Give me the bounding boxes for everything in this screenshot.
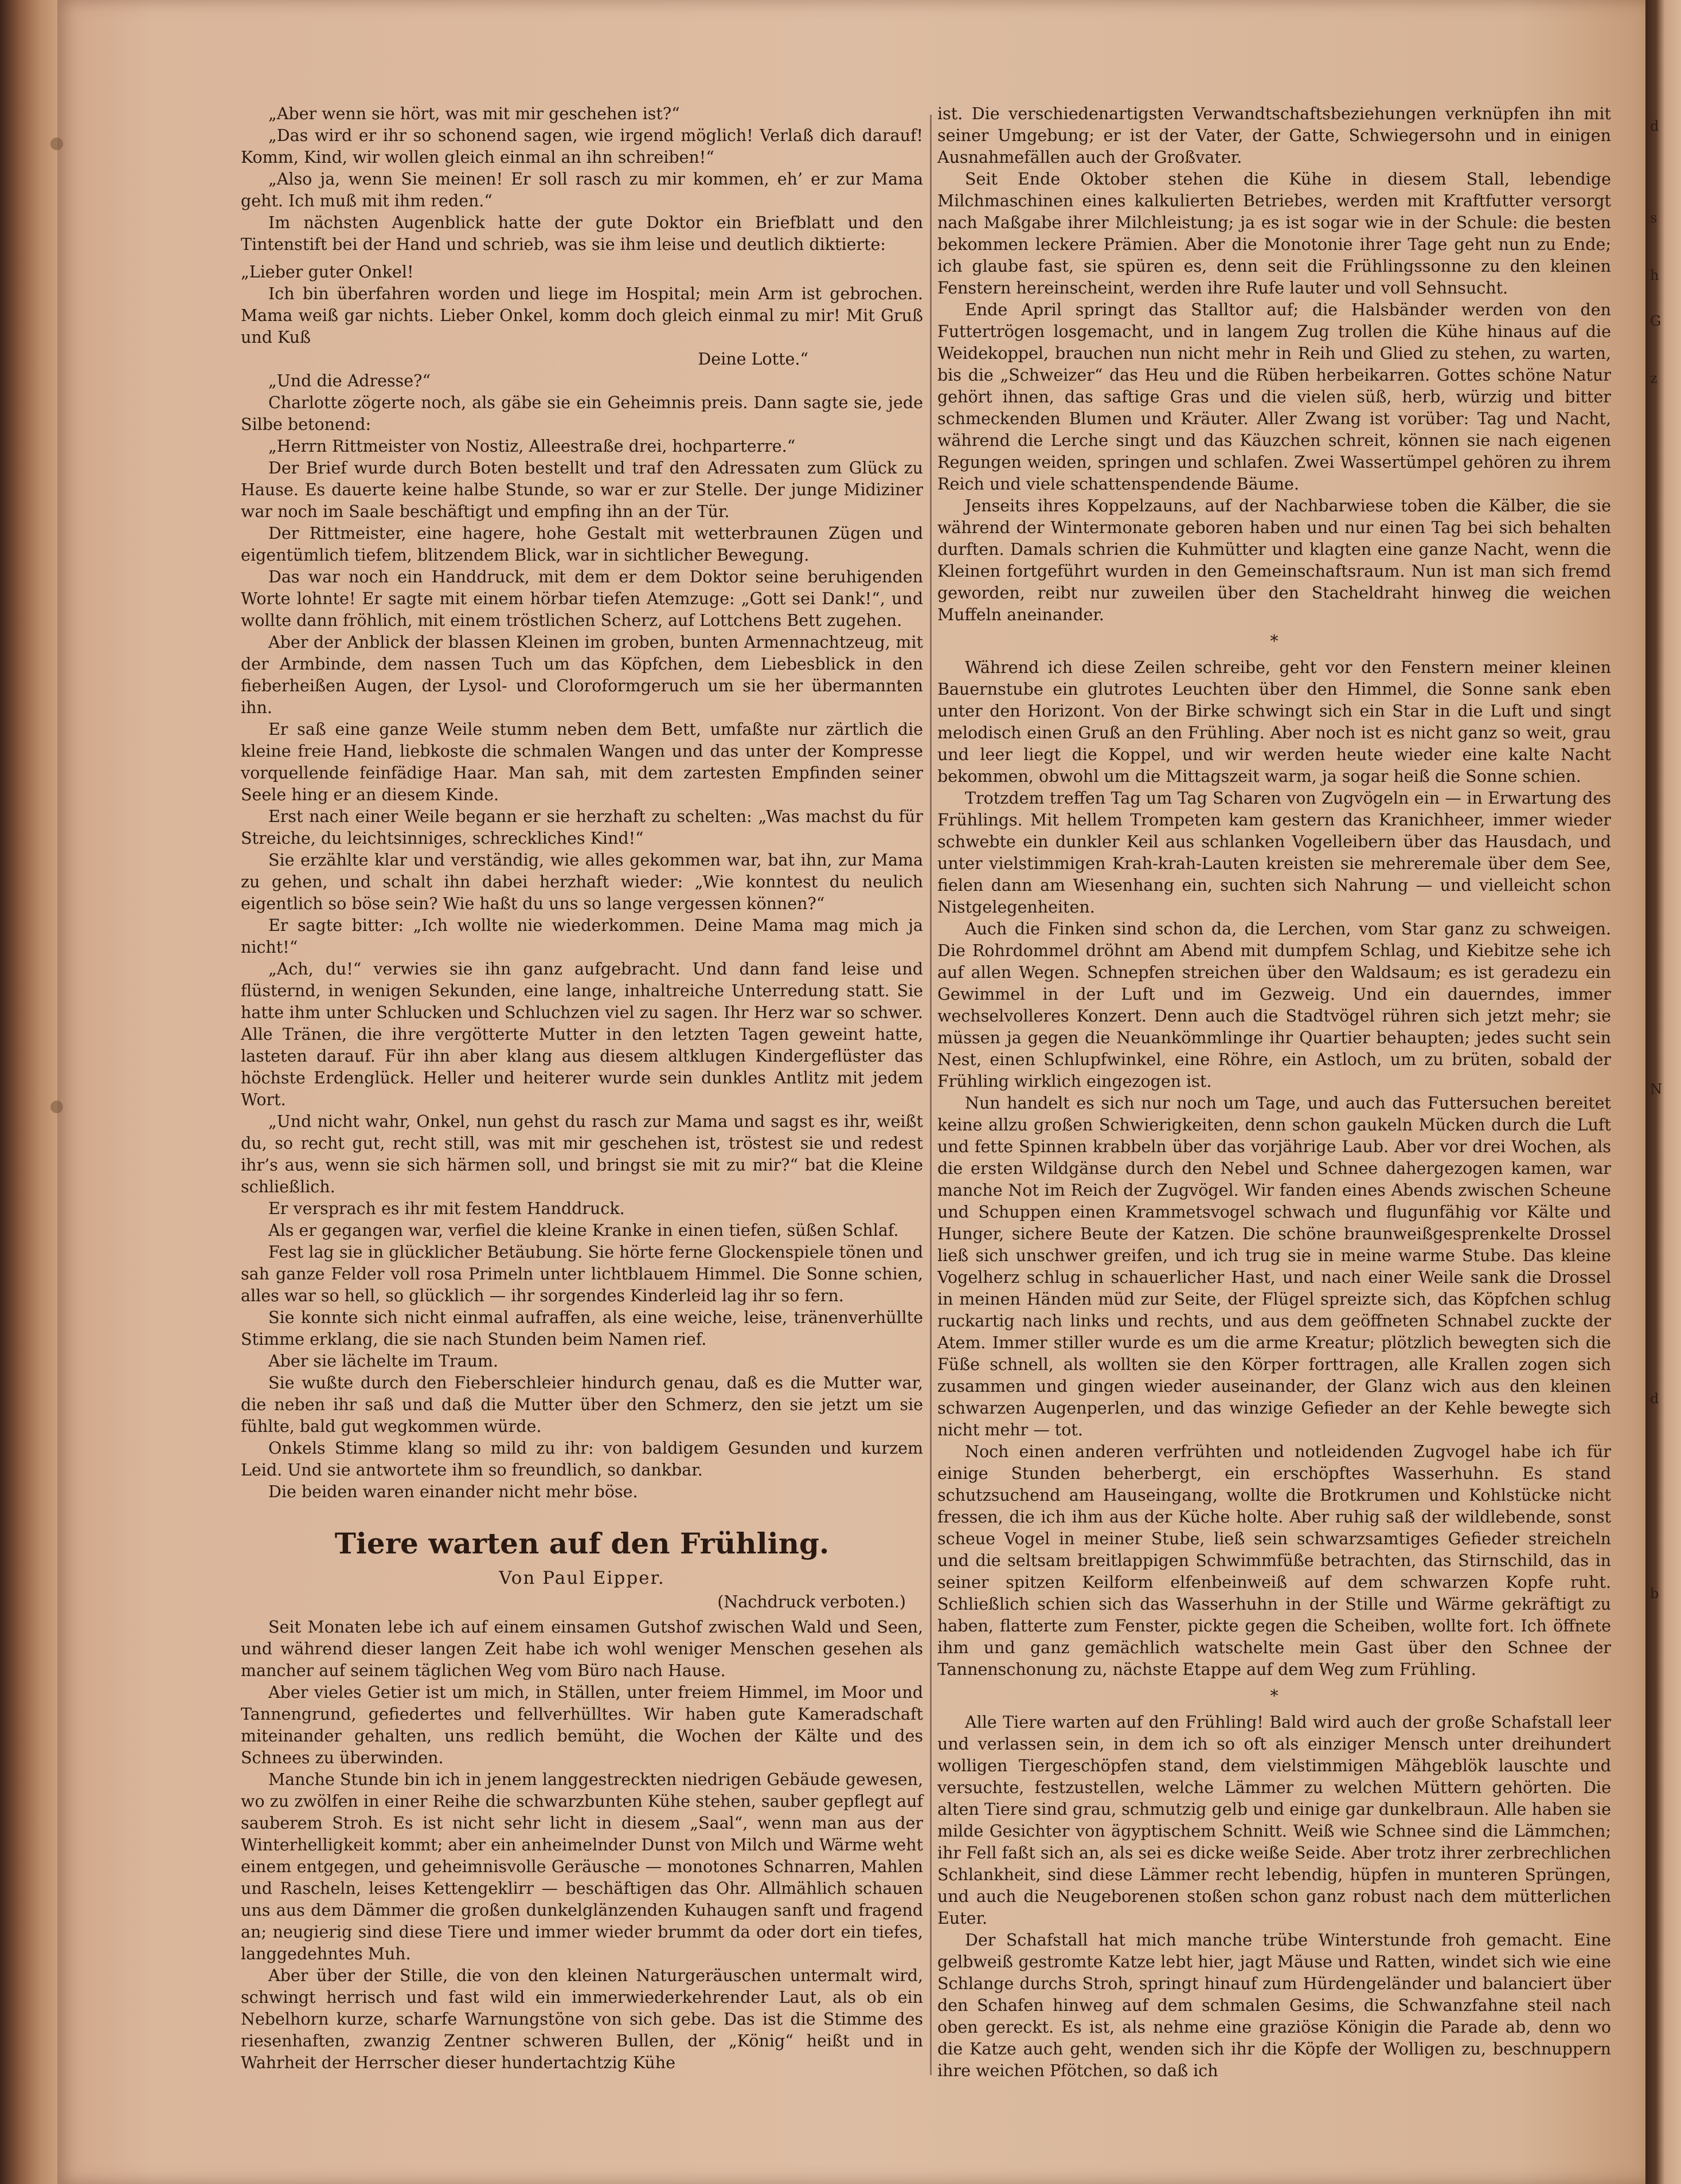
section-separator: *: [1270, 1686, 1279, 1705]
paragraph: Seit Monaten lebe ich auf einem einsamen Gutshof zwischen Wald und Seen, und während dieser langen Zeit habe ich wohl weniger Menschen gesehen als mancher auf seinem täglichen Weg vom Büro nach Hause.: [241, 1618, 923, 1680]
edge-fragment: s: [1650, 210, 1657, 226]
binding-hole: [50, 138, 63, 150]
paragraph: Seit Ende Oktober stehen die Kühe in diesem Stall, lebendige Milchmaschinen eines kalkulierten Betriebes, werden mit Kraftfutter versorgt nach Maßgabe ihrer Milchleistung; ja es ist sogar wie in der Schule: die besten bekommen leckere Prämien. Aber die Monotonie ihrer Tage geht nun zu Ende; ich glaube fast, sie spüren es, denn seit die Frühlingssonne zu den kleinen Fenstern hereinscheint, werden ihre Rufe lauter und voll Sehnsucht.: [937, 170, 1611, 298]
paragraph: Auch die Finken sind schon da, die Lerchen, vom Star ganz zu schweigen. Die Rohrdommel dröhnt am Abend mit dumpfem Schlag, und Kiebitze sehe ich auf allen Wegen. Schnepfen streichen über den Waldsaum; es ist geradezu ein Gewimmel in der Luft und im Gezweig. Und ein dauerndes, immer wechselvolleres Konzert. Denn auch die Stadtvögel rühren sich jetzt mehr; sie müssen ja gegen die Neuankömmlinge ihr Quartier behaupten; jedes sucht sein Nest, einen Schlupfwinkel, eine Röhre, ein Astloch, um zu brüten, sobald der Frühling wirklich eingezogen ist.: [937, 919, 1611, 1091]
paragraph: Das war noch ein Handdruck, mit dem er dem Doktor seine beruhigenden Worte lohnte! Er sagte mit einem hörbar tiefen Atemzuge: „Gott sei Dank!“, und wollte dann fröhlich, mit einem tröstlichen Scherz, auf Lottchens Bett zugehen.: [241, 567, 923, 630]
article-title: Tiere warten auf den Frühling.: [334, 1527, 830, 1560]
paragraph: „Und nicht wahr, Onkel, nun gehst du rasch zur Mama und sagst es ihr, weißt du, so recht gut, recht still, was mit mir geschehen ist, tröstest sie und redest ihr’s aus, wenn sie sich härmen soll, und bringst sie mit zu mir?“ bat die Kleine schließlich.: [241, 1112, 923, 1196]
paragraph: Aber der Anblick der blassen Kleinen im groben, bunten Armennachtzeug, mit der Armbinde, dem nassen Tuch um das Köpfchen, dem Liebesblick in den fieberheißen Augen, der Lysol- und Cloroformgeruch um sie her übermannten ihn.: [241, 633, 923, 717]
paragraph: Der Brief wurde durch Boten bestellt und traf den Adressaten zum Glück zu Hause. Es dauerte keine halbe Stunde, so war er zur Stelle. Der junge Midiziner war noch im Saale beschäftigt und empfing ihn an der Tür.: [241, 459, 923, 521]
edge-fragment: N: [1650, 1081, 1662, 1097]
address-line: „Herrn Rittmeister von Nostiz, Alleestraße drei, hochparterre.“: [268, 437, 796, 456]
column-divider: [930, 115, 932, 2075]
paragraph: Trotzdem treffen Tag um Tag Scharen von Zugvögeln ein — in Erwartung des Frühlings. Mit hellem Trompeten kam gestern das Kranichheer, immer wieder schwebte ein dunkler Keil aus schlanken Vogelleibern über das Hausdach, und unter vielstimmigen Krah-krah-Lauten kreisten sie mehreremale über dem See, fielen dann am Wiesenhang ein, suchten sich Nahrung — und vielleicht schon Nistgelegenheiten.: [937, 789, 1611, 917]
paragraph: Im nächsten Augenblick hatte der gute Doktor ein Briefblatt und den Tintenstift bei der Hand und schrieb, was sie ihm leise und deutlich diktierte:: [241, 213, 923, 254]
edge-fragment: G: [1650, 313, 1662, 329]
paragraph: Erst nach einer Weile begann er sie herzhaft zu schelten: „Was machst du für Streiche, du leichtsinniges, schreckliches Kind!“: [241, 807, 923, 848]
paragraph: Er versprach es ihr mit festem Handdruck.: [268, 1199, 625, 1218]
paragraph: Noch einen anderen verfrühten und notleidenden Zugvogel habe ich für einige Stunden beherbergt, ein erschöpftes Wasserhuhn. Es stand schutzsuchend am Hauseingang, wollte die Brotkrumen und Kohlstücke nicht fressen, die ich ihm aus der Küche holte. Aber ruhig saß der wildlebende, sonst scheue Vogel in meiner Stube, ließ sein schwarzsamtiges Gefieder streicheln und die seltsam breitlappigen Schwimmfüße betrachten, das Stirnschild, das in seiner spitzen Keilform elfenbeinweiß auf dem schwarzen Kopfe ruht. Schließlich schien sich das Wasserhuhn in der Stille und Wärme gekräftigt zu haben, flatterte zum Fenster, pickte gegen die Scheiben, wollte fort. Ich öffnete ihm und ganz gemächlich watschelte mein Gast über den Schnee der Tannenschonung zu, nächste Etappe auf dem Weg zum Frühling.: [937, 1442, 1611, 1679]
paragraph: Aber vieles Getier ist um mich, in Ställen, unter freiem Himmel, im Moor und Tannengrund, gefiedertes und fellverhülltes. Wir haben gute Kameradschaft miteinander gehalten, uns redlich bemüht, die Wochen der Kälte und des Schnees zu überwinden.: [241, 1683, 923, 1767]
paragraph: Die beiden waren einander nicht mehr böse.: [268, 1482, 638, 1501]
edge-fragment: h: [1650, 267, 1659, 283]
paragraph: Er saß eine ganze Weile stumm neben dem Bett, umfaßte nur zärtlich die kleine freie Hand, liebkoste die schmalen Wangen und das unter der Kompresse vorquellende feinfädige Haar. Man sah, mit dem zartesten Empfinden seiner Seele hing er an diesem Kinde.: [241, 720, 923, 804]
paragraph: Jenseits ihres Koppelzauns, auf der Nachbarwiese toben die Kälber, die sie während der Wintermonate geboren haben und nur einen Tag bei sich behalten durften. Damals schrien die Kuhmütter und klagten eine ganze Nacht, wenn die Kleinen fortgeführt wurden in den Gemeinschaftsraum. Nun ist man sich fremd geworden, reibt nur zuweilen über den Stacheldraht hinweg die weichen Muffeln aneinander.: [937, 496, 1611, 624]
edge-fragment: d: [1650, 118, 1659, 134]
paragraph: Der Rittmeister, eine hagere, hohe Gestalt mit wetterbraunen Zügen und eigentümlich tiefem, blitzendem Blick, war in sichtlicher Bewegung.: [241, 524, 923, 565]
section-separator: *: [1270, 632, 1279, 651]
reprint-note: (Nachdruck verboten.): [717, 1592, 906, 1611]
edge-fragment: b: [1650, 1586, 1659, 1602]
right-column: [937, 103, 1611, 2082]
edge-fragment: d: [1650, 1391, 1659, 1407]
paragraph: „Das wird er ihr so schonend sagen, wie irgend möglich! Verlaß dich darauf! Komm, Kind, wir wollen gleich einmal an ihn schreiben!“: [241, 126, 923, 167]
paragraph: Als er gegangen war, verfiel die kleine Kranke in einen tiefen, süßen Schlaf.: [268, 1221, 899, 1240]
paragraph: Er sagte bitter: „Ich wollte nie wiederkommen. Deine Mama mag mich ja nicht!“: [241, 916, 923, 957]
paragraph: „Also ja, wenn Sie meinen! Er soll rasch zu mir kommen, eh’ er zur Mama geht. Ich muß mit ihm reden.“: [241, 170, 923, 210]
paragraph: „Und die Adresse?“: [268, 371, 431, 390]
paragraph: Onkels Stimme klang so mild zu ihr: von baldigem Gesunden und kurzem Leid. Und sie antwortete ihm so freundlich, so dankbar.: [241, 1439, 923, 1480]
paragraph: Während ich diese Zeilen schreibe, geht vor den Fenstern meiner kleinen Bauernstube ein glutrotes Leuchten über den Himmel, die Sonne sank eben unter den Horizont. Von der Birke schwingt sich ein Star in die Luft und singt melodisch einen Gruß an den Frühling. Aber noch ist es nicht ganz so weit, grau und leer liegt die Koppel, und wir werden heute wieder eine kalte Nacht bekommen, obwohl um die Mittagszeit warm, ja sogar heiß die Sonne schien.: [937, 658, 1611, 786]
paragraph: Aber sie lächelte im Traum.: [268, 1352, 499, 1371]
paragraph: „Aber wenn sie hört, was mit mir geschehen ist?“: [268, 104, 680, 123]
letter-salutation: „Lieber guter Onkel!: [241, 263, 414, 281]
edge-fragment: z: [1650, 370, 1657, 386]
paragraph: Sie wußte durch den Fieberschleier hindurch genau, daß es die Mutter war, die neben ihr saß und daß die Mutter über den Schmerz, den sie jetzt um sie fühlte, bald gut wegkommen würde.: [241, 1373, 923, 1436]
binding-hole: [50, 1101, 63, 1113]
paragraph: Charlotte zögerte noch, als gäbe sie ein Geheimnis preis. Dann sagte sie, jede Silbe betonend:: [241, 393, 923, 434]
paragraph: Aber über der Stille, die von den kleinen Naturgeräuschen untermalt wird, schwingt herrisch und fast wild ein immerwiederkehrender Laut, als ob ein Nebelhorn kurze, scharfe Warnungstöne von sich gebe. Das ist die Stimme des riesenhaften, zwanzig Zentner schweren Bullen, der „König“ heißt und in Wahrheit der Herrscher dieser hundertachtzig Kühe: [241, 1966, 923, 2072]
paragraph: Nun handelt es sich nur noch um Tage, und auch das Futtersuchen bereitet keine allzu großen Schwierigkeiten, denn schon gaukeln Mücken durch die Luft und fette Spinnen krabbeln über das vorjährige Laub. Aber vor drei Wochen, als die ersten Wildgänse durch den Nebel und Schnee dahergezogen kamen, war manche Not im Reich der Zugvögel. Wir fanden eines Abends zwischen Scheune und Schuppen einen Krammetsvogel schwach und flugunfähig vor Kälte und Hunger, sichere Beute der Katzen. Die schöne braunweißgesprenkelte Drossel ließ sich unschwer greifen, und ich trug sie in meine warme Stube. Das kleine Vogelherz schlug in schauerlicher Hast, und nach einer Weile sank die Drossel in meinen Händen müd zur Seite, der Flügel spreizte sich, das Köpfchen schlug ruckartig nach links und rechts, und aus dem geöffneten Schnabel zuckte der Atem. Immer stiller wurde es um die arme Kreatur; plötzlich bewegten sich die Füße schnell, als wollten sie den Körper forttragen, alle Krallen zogen sich zusammen und gingen wieder auseinander, der Glanz wich aus den kleinen schwarzen Augenperlen, und das winzige Gefieder an der Kehle bewegte sich nicht mehr — tot.: [937, 1094, 1611, 1439]
adjacent-page-fragments: [1650, 23, 1679, 1605]
paragraph: Ende April springt das Stalltor auf; die Halsbänder werden von den Futtertrögen losgemacht, und in langem Zug trollen die Kühe hinaus auf die Weidekoppel, brauchen nun nicht mehr in Reih und Glied zu stehen, zu warten, bis die „Schweizer“ das Heu und die Rüben herbeikarren. Gottes schöne Natur gehört ihnen, das saftige Gras und die vielen süß, herb, würzig und bitter schmeckenden Blumen und Kräuter. Aller Zwang ist vorüber: Tag und Nacht, während die Lerche singt und das Käuzchen schreit, können sie nach eigenen Regungen weiden, springen und schlafen. Zwei Wassertümpel gehören zu ihrem Reich und viele schattenspendende Bäume.: [937, 300, 1611, 494]
letter-body: Ich bin überfahren worden und liege im Hospital; mein Arm ist gebrochen. Mama weiß gar nichts. Lieber Onkel, komm doch gleich einmal zu mir! Mit Gruß und Kuß: [241, 284, 923, 347]
paragraph: Sie erzählte klar und verständig, wie alles gekommen war, bat ihn, zur Mama zu gehen, und schalt ihn dabei herzhaft wieder: „Wie konntest du neulich eigentlich so böse sein? Wie haßt du uns so lange vergessen können?“: [241, 851, 923, 913]
paragraph: ist. Die verschiedenartigsten Verwandtschaftsbeziehungen verknüpfen ihn mit seiner Umgebung; er ist der Vater, der Gatte, Schwiegersohn und in einigen Ausnahmefällen auch der Großvater.: [937, 104, 1611, 167]
paragraph: Der Schafstall hat mich manche trübe Winterstunde froh gemacht. Eine gelbweiß gestromte Katze lebt hier, jagt Mäuse und Ratten, windet sich wie eine Schlange durchs Stroh, springt hinauf zum Hürdengeländer und balanciert über den Schafen hinweg auf dem schmalen Gesims, die Schwanzfahne steil nach oben gereckt. Es ist, als nehme eine graziöse Königin die Parade ab, denn wo die Katze auch geht, wenden sich ihr die Köpfe der Wolligen zu, beschnuppern ihre weichen Pfötchen, so daß ich: [937, 1931, 1611, 2080]
book-spine: [0, 0, 57, 2184]
article-byline: Von Paul Eipper.: [499, 1568, 665, 1588]
paragraph: Alle Tiere warten auf den Frühling! Bald wird auch der große Schafstall leer und verlassen sein, in dem ich so oft als einziger Mensch unter dreihundert wolligen Tiergeschöpfen stand, dem vielstimmigen Mähgeblök lauschte und versuchte, festzustellen, welche Lämmer zu welchen Müttern gehörten. Die alten Tiere sind grau, schmutzig gelb und einige gar dunkelbraun. Alle haben sie milde Gesichter von ägyptischem Schnitt. Weiß wie Schnee sind die Lämmchen; ihr Fell faßt sich an, als sei es dicke weiße Seide. Aber trotz ihrer zerbrechlichen Schlankheit, sind diese Lämmer recht lebendig, hüpfen in munteren Sprüngen, und auch die Neugeborenen stoßen schon ganz robust nach dem mütterlichen Euter.: [937, 1713, 1611, 1928]
paragraph: Manche Stunde bin ich in jenem langgestreckten niedrigen Gebäude gewesen, wo zu zwölfen in einer Reihe die schwarzbunten Kühe stehen, sauber gepflegt auf sauberem Stroh. Es ist nicht sehr licht in diesem „Saal“, wenn man aus der Winterhelligkeit kommt; aber ein anheimelnder Dunst von Milch und Wärme weht einem entgegen, und geheimnisvolle Geräusche — monotones Schnarren, Mahlen und Rascheln, leises Kettengeklirr — beschäftigen das Ohr. Allmählich schauen uns aus dem Dämmer die großen dunkelglänzenden Kuhaugen sanft und fragend an; neugierig sind diese Tiere und immer wieder brummt da oder dort ein tiefes, langgedehntes Muh.: [241, 1770, 924, 1963]
paragraph: Fest lag sie in glücklicher Betäubung. Sie hörte ferne Glockenspiele tönen und sah ganze Felder voll rosa Primeln unter lichtblauem Himmel. Die Sonne schien, alles war so hell, so glücklich — ihr sorgendes Kinderleid lag ihr so fern.: [241, 1243, 923, 1305]
letter-signature: Deine Lotte.“: [698, 350, 808, 369]
paragraph: „Ach, du!“ verwies sie ihn ganz aufgebracht. Und dann fand leise und flüsternd, in wenigen Sekunden, eine lange, inhaltreiche Unterredung statt. Sie hatte ihm unter Schlucken und Schluchzen viel zu sagen. Ihr Herz war so schwer. Alle Tränen, die ihre vergötterte Mutter in den letzten Tagen geweint hatte, lasteten darauf. Für ihn aber klang aus diesem altklugen Kindergeflüster das höchste Erdenglück. Heller und heiterer wurde sein dunkles Antlitz mit jedem Wort.: [241, 960, 923, 1109]
left-column: [241, 103, 923, 2074]
paragraph: Sie konnte sich nicht einmal aufraffen, als eine weiche, leise, tränenverhüllte Stimme erklang, die sie nach Stunden beim Namen rief.: [241, 1308, 923, 1349]
